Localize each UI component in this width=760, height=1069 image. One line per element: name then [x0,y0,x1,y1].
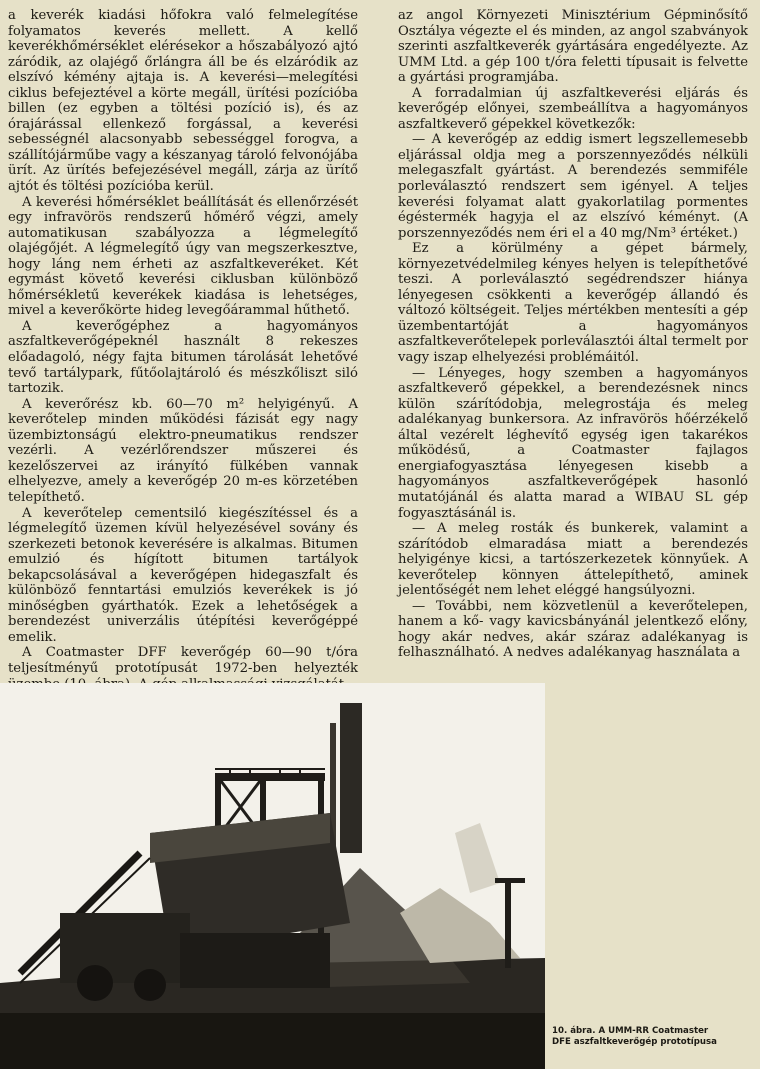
paragraph: A keverőtelep cementsiló kiegészítéssel és a légmelegítő üzemen kívül helyezésével sovány és szerkezeti betonok keverésére is alkalmas. Bitumen emulzió és hígított bitumen tartályok bekapcsolásával a keverőgépen hidegaszfalt és különböző fenntartási emulziós keverékek is jó minőségben gyárthatók. Ezek a lehetőségek a berendezést univerzális útépítési keverőgéppé emelik. [8,505,358,645]
paragraph: — További, nem közvetlenül a keverőtelepen, hanem a kő- vagy kavicsbányánál jelentkező előny, hogy akár nedves, akár száraz adalékanyag is felhasználható. A nedves adalékanyag használata a [398,598,748,661]
caption-line: DFE aszfaltkeverőgép prototípusa [552,1037,717,1047]
paragraph: A keverőrész kb. 60—70 m² helyigényű. A keverőtelep minden működési fázisát egy nagy üzembiztonságú elektro-pneumatikus rendszer vezérli. A vezérlőrendszer műszerei és kezelőszervei az irányító fülkében vannak elhelyezve, amely a keverőgép 20 m-es körzetében telepíthető. [8,396,358,505]
paragraph: — A keverőgép az eddig ismert legszellemesebb eljárással oldja meg a porszennyeződés nélküli melegaszfalt gyártást. A berendezés semmiféle porleválasztó rendszert sem igényel. A teljes keverési folyamat alatt gyakorlatilag pormentes égéstermék hagyja el az elszívó kéményt. (A porszennyeződés nem éri el a 40 mg/Nm³ értéket.) [398,132,748,241]
paragraph: A Coatmaster DFF keverőgép 60—90 t/óra teljesítményű prototípusát 1972-ben helyezték [8,645,358,676]
paragraph: A keverési hőmérséklet beállítását és ellenőrzését egy infravörös rendszerű hőmérő végzi, amely automatikusan szabályozza a légmelegítő olajégőjét. A légmelegítő úgy van megszerkesztve, hogy láng nem érheti az aszfaltkeveréket. Két egymást követő keverési ciklusban különböző hőmérsékletű keverékek kiadása is lehetséges, mivel a keverőkörte hideg levegőárammal hűthető. [8,194,358,319]
figure-caption [552,1026,757,1048]
paragraph: Ez a körülmény a gépet bármely, környezetvédelmileg kényes helyen is telepíthetővé teszi. A porleválasztó segédrendszer hiánya lényegesen csökkenti a keverőgép állandó és változó költségeit. Teljes mértékben mentesíti a gép üzembentartóját a hagyományos aszfaltkeverőtelepek porleválasztói által termelt por vagy iszap elhelyezési problémáitól. [398,241,748,366]
paragraph: — Lényeges, hogy szemben a hagyományos aszfaltkeverő gépekkel, a berendezésnek nincs külön szárítódobja, melegrostája és meleg adalékanyag bunkersora. Az infravörös hőérzékelő által vezérelt léghevítő egység igen takarékos működésű, a Coatmaster fajlagos energiafogyasztása lényegesen kisebb a hagyományos aszfaltkeverőgépek hasonló mutatójánál és alatta marad a WIBAU SL gép fogyasztásánál is. [398,365,748,521]
left-column [8,8,358,692]
right-column [398,8,748,661]
paragraph: az angol Környezeti Minisztérium Gépminősítő Osztálya végezte el és minden, az angol szabványok szerinti aszfaltkeverék gyártására engedélyezte. Az UMM Ltd. a gép 100 t/óra feletti típusait is felvette a gyártási programjába. [398,8,748,86]
paragraph: A forradalmian új aszfaltkeverési eljárás és keverőgép előnyei, szembeállítva a hagyományos aszfaltkeverő gépekkel következők: [398,85,748,132]
paragraph: a keverék kiadási hőfokra való felmelegítése folyamatos keverés mellett. A kellő keverékhőmérséklet elérésekor a hőszabályozó ajtó záródik, az olajégő őrlángra áll be és elzáródik az elszívó kémény ajtaja is. A keverési—melegítési ciklus befejeztével a körte megáll, ürítési pozícióba billen (ez egyben a töltési pozíció is), és az órajárással ellenkező forgással, a keverési sebességnél alacsonyabb sebességgel forogva, a szállítójárműbe vagy a készanyag tároló felvonójába ürít. Az ürítés befejezésével megáll, zárja az ürítő ajtót és töltési pozícióba kerül. [8,8,358,195]
caption-line: 10. ábra. A UMM-RR Coatmaster [552,1026,709,1036]
paragraph: — A meleg rosták és bunkerek, valamint a szárítódob elmaradása miatt a berendezés helyigénye kicsi, a tartószerkezetek könnyűek. A keverőtelep könnyen áttelepíthető, aminek jelentőségét nem lehet eléggé hangsúlyozni. [398,521,748,599]
figure-photo-asphalt-plant [0,683,545,1069]
paragraph: A keverőgéphez a hagyományos aszfaltkeverőgépeknél használt 8 rekeszes előadagoló, négy fajta bitumen tárolását lehetővé tevő tartálypark, fűtőolajtároló és mészkőliszt siló tartozik. [8,318,358,397]
